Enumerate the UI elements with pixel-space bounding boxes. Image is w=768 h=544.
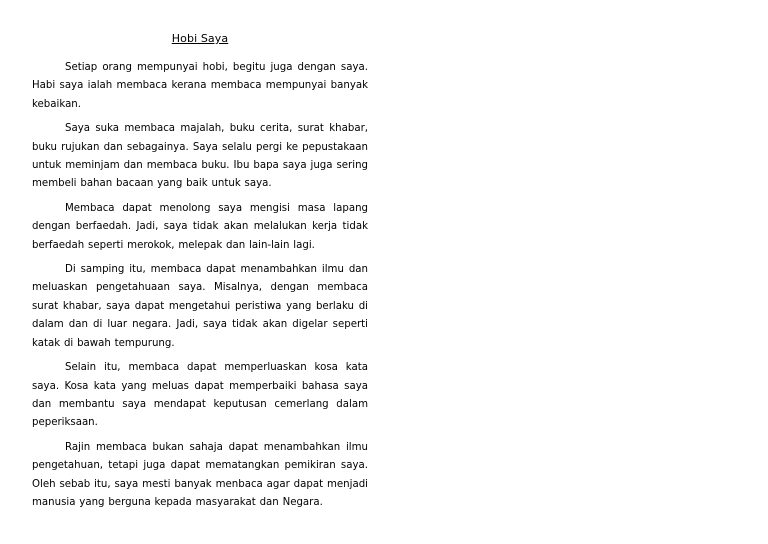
paragraph-4: Di samping itu, membaca dapat menambahkan ilmu dan meluaskan pengetahuaan saya. Misalnya, dengan membaca surat khabar, saya dapat mengetahui peristiwa yang berlaku di dalam dan di luar negara. Jadi, saya tidak akan digelar seperti katak di bawah tempurung.	[32, 264, 368, 349]
paragraph-5: Selain itu, membaca dapat memperluaskan kosa kata saya. Kosa kata yang meluas dapat memperbaiki bahasa saya dan membantu saya mendapat keputusan cemerlang dalam peperiksaan.	[32, 362, 368, 429]
paragraph-2: Saya suka membaca majalah, buku cerita, surat khabar, buku rujukan dan sebagainya. Saya selalu pergi ke pepustakaan untuk meminjam dan membaca buku. Ibu bapa saya juga sering membeli bahan bacaan yang baik untuk saya.	[32, 123, 368, 190]
document-title: Hobi Saya	[171, 32, 229, 45]
document-page	[32, 32, 368, 518]
paragraph-1: Setiap orang mempunyai hobi, begitu juga dengan saya. Habi saya ialah membaca kerana membaca mempunyai banyak kebaikan.	[32, 62, 368, 110]
paragraph-3: Membaca dapat menolong saya mengisi masa lapang dengan berfaedah. Jadi, saya tidak akan melalukan kerja tidak berfaedah seperti merokok, melepak dan lain-lain lagi.	[32, 202, 368, 251]
paragraph-6: Rajin membaca bukan sahaja dapat menambahkan ilmu pengetahuan, tetapi juga dapat mematangkan pemikiran saya. Oleh sebab itu, saya mesti banyak menbaca agar dapat menjadi manusia yang berguna kepada masyarakat dan Negara.	[32, 441, 368, 508]
